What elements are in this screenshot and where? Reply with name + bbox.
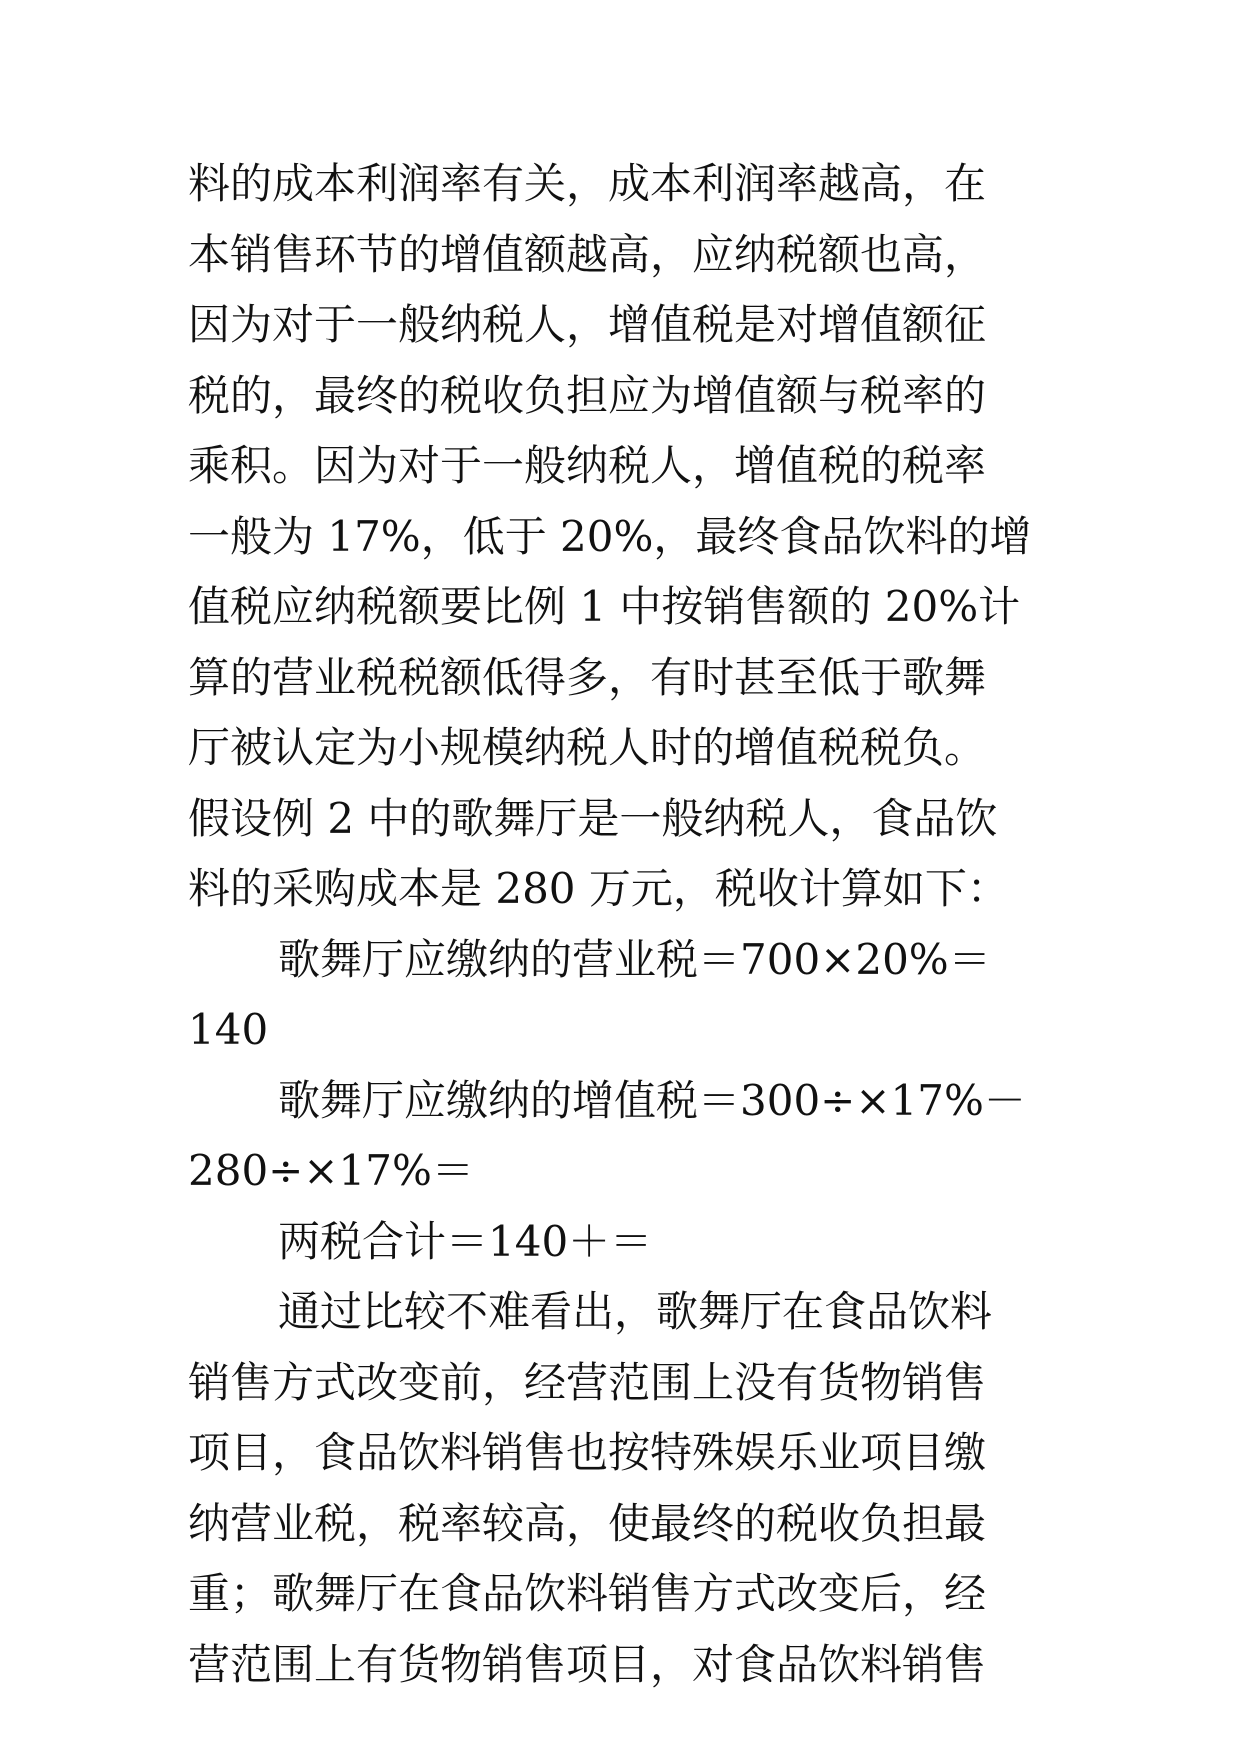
text-line: 销售方式改变前，经营范围上没有货物销售 bbox=[188, 1357, 987, 1407]
text-line: 税的，最终的税收负担应为增值额与税率的 bbox=[188, 370, 987, 420]
text-line: 料的成本利润率有关，成本利润率越高，在 bbox=[188, 159, 987, 208]
text-line: 本销售环节的增值额越高，应纳税额也高， bbox=[188, 229, 987, 279]
text-line: 营范围上有货物销售项目，对食品饮料销售 bbox=[188, 1639, 987, 1689]
formula-line-business-tax: 歌舞厅应缴纳的营业税＝700×20%＝ bbox=[278, 934, 991, 984]
body-text bbox=[188, 149, 1068, 1700]
paragraph-start-line: 通过比较不难看出，歌舞厅在食品饮料 bbox=[278, 1287, 993, 1336]
text-line: 值税应纳税额要比例 1 中按销售额的 20%计 bbox=[188, 582, 1021, 631]
text-line: 重；歌舞厅在食品饮料销售方式改变后，经 bbox=[188, 1569, 987, 1618]
formula-result-line: 140 bbox=[188, 1005, 269, 1054]
text-line: 因为对于一般纳税人，增值税是对增值额征 bbox=[188, 300, 987, 349]
text-line: 乘积。因为对于一般纳税人，增值税的税率 bbox=[188, 441, 987, 490]
text-line: 算的营业税税额低得多，有时甚至低于歌舞 bbox=[188, 652, 987, 702]
formula-line-total-tax: 两税合计＝140＋＝ bbox=[278, 1216, 653, 1266]
text-line: 一般为 17%，低于 20%，最终食品饮料的增 bbox=[188, 511, 1032, 561]
text-line: 项目，食品饮料销售也按特殊娱乐业项目缴 bbox=[188, 1428, 987, 1477]
text-line: 料的采购成本是 280 万元，税收计算如下： bbox=[188, 864, 1009, 913]
text-line: 纳营业税，税率较高，使最终的税收负担最 bbox=[188, 1498, 987, 1548]
text-line: 假设例 2 中的歌舞厅是一般纳税人，食品饮 bbox=[188, 793, 998, 843]
text-line: 厅被认定为小规模纳税人时的增值税税负。 bbox=[188, 723, 987, 772]
formula-result-line: 280÷×17%＝ bbox=[188, 1146, 474, 1195]
formula-line-vat: 歌舞厅应缴纳的增值税＝300÷×17%－ bbox=[278, 1075, 1026, 1125]
